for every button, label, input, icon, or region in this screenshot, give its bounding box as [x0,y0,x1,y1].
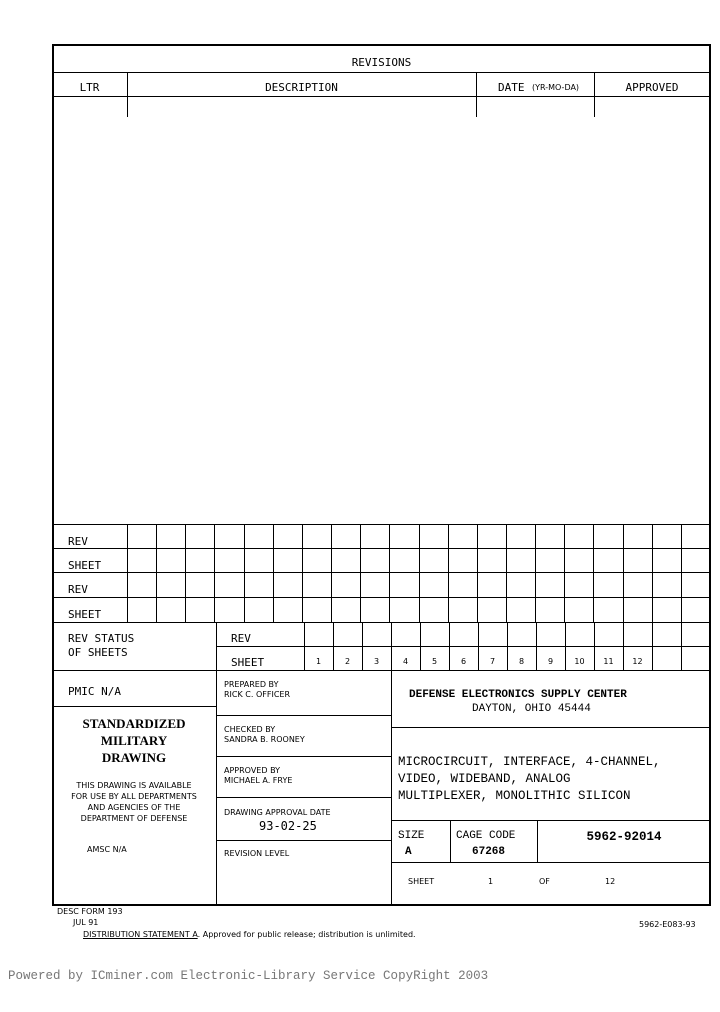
approval-date-label: DRAWING APPROVAL DATE [224,808,331,817]
checked-name: SANDRA B. ROONEY [224,735,305,744]
divider [506,524,507,622]
title-line-3: MULTIPLEXER, MONOLITHIC SILICON [398,789,631,803]
divider [535,524,536,622]
of-value: 12 [605,877,616,886]
amsc: AMSC N/A [87,845,127,854]
divider [52,96,711,97]
col-date-format: (YR-MO-DA) [532,83,580,92]
title-line-2: VIDEO, WIDEBAND, ANALOG [398,772,571,786]
document-code: 5962-E083-93 [639,920,696,929]
title-line-1: MICROCIRCUIT, INTERFACE, 4-CHANNEL, [398,755,661,769]
rev-status-label-2: OF SHEETS [68,646,128,659]
col-ltr: LTR [79,81,100,94]
form-number: DESC FORM 193 [57,907,123,916]
distribution-heading: DISTRIBUTION STATEMENT A [83,930,198,939]
grid-sheet-label: SHEET [68,559,102,572]
divider [681,524,682,622]
approved-name: MICHAEL A. FRYE [224,776,293,785]
divider [216,646,711,647]
grid-rev-label: REV [68,583,88,596]
agency-city: DAYTON, OHIO 45444 [472,703,591,715]
sheet-number: 5 [431,657,438,666]
divider [216,756,391,757]
revisions-title: REVISIONS [351,56,412,69]
sheet-label: SHEET [408,877,435,886]
divider [652,524,653,622]
divider [216,715,391,716]
divider [391,670,392,906]
divider [564,524,565,622]
divider [448,524,449,622]
sheet-value: 1 [488,877,494,886]
distribution-text: . Approved for public release; distribution is unlimited. [197,930,416,939]
sheet-number: 9 [547,657,554,666]
divider [216,797,391,798]
of-label: OF [539,877,550,886]
divider [391,820,711,821]
divider [52,524,711,525]
divider [52,622,711,623]
sheet-number: 1 [315,657,322,666]
agency-name: DEFENSE ELECTRONICS SUPPLY CENTER [409,689,627,701]
divider [391,862,711,863]
col-approved: APPROVED [625,81,679,94]
cage-value: 67268 [472,846,506,858]
col-description: DESCRIPTION [265,81,338,94]
availability-1: THIS DRAWING IS AVAILABLE [76,781,192,790]
size-label: SIZE [398,830,425,842]
sheet-number: 7 [489,657,496,666]
divider [360,524,361,622]
divider [127,524,128,622]
divider [52,72,711,73]
sheet-number: 3 [373,657,380,666]
divider [216,622,217,906]
standardized-title-1: STANDARDIZED [82,716,186,731]
divider [244,524,245,622]
divider [391,727,711,728]
sheet-number: 6 [460,657,467,666]
sheet-number: 2 [344,657,351,666]
divider [389,524,390,622]
prepared-label: PREPARED BY [224,680,279,689]
divider [216,840,391,841]
availability-4: DEPARTMENT OF DEFENSE [80,814,188,823]
grid-rev-label: REV [68,535,88,548]
divider [419,524,420,622]
pmic: PMIC N/A [68,685,121,698]
divider [214,524,215,622]
divider [185,524,186,622]
drawing-number: 5962-92014 [586,830,662,844]
form-border [52,44,711,906]
divider [156,524,157,622]
divider [302,524,303,622]
form-date: JUL 91 [73,918,99,927]
powered-by-banner: Powered by ICminer.com Electronic-Library Service CopyRight 2003 [8,969,489,983]
approved-label: APPROVED BY [224,766,281,775]
sheet-number: 11 [603,657,614,666]
prepared-name: RICK C. OFFICER [224,690,291,699]
sheet-number: 4 [402,657,409,666]
revision-level-label: REVISION LEVEL [224,849,290,858]
divider [52,670,711,671]
grid-sheet-label: SHEET [68,608,102,621]
sheet-number: 10 [574,657,585,666]
size-value: A [405,846,412,858]
sheet-number: 12 [632,657,643,666]
divider [652,622,653,670]
divider [594,72,595,117]
divider [623,524,624,622]
divider [127,72,128,117]
divider [52,572,711,573]
distribution-statement [83,930,416,940]
divider [681,622,682,670]
rev-status-sheet-label: SHEET [231,656,265,669]
divider [52,597,711,598]
rev-status-rev-label: REV [231,632,251,645]
divider [710,524,711,622]
divider [52,706,216,707]
standardized-title-3: DRAWING [101,750,167,765]
col-date: DATE [498,81,525,94]
divider [477,524,478,622]
divider [450,820,451,862]
approval-date: 93-02-25 [259,819,317,833]
divider [331,524,332,622]
checked-label: CHECKED BY [224,725,276,734]
divider [476,72,477,117]
standardized-title-2: MILITARY [100,733,168,748]
availability-3: AND AGENCIES OF THE [87,803,181,812]
divider [273,524,274,622]
divider [593,524,594,622]
divider [52,548,711,549]
cage-label: CAGE CODE [456,830,516,842]
rev-status-label: REV STATUS [68,632,135,645]
sheet-number: 8 [518,657,525,666]
availability-2: FOR USE BY ALL DEPARTMENTS [71,792,197,801]
